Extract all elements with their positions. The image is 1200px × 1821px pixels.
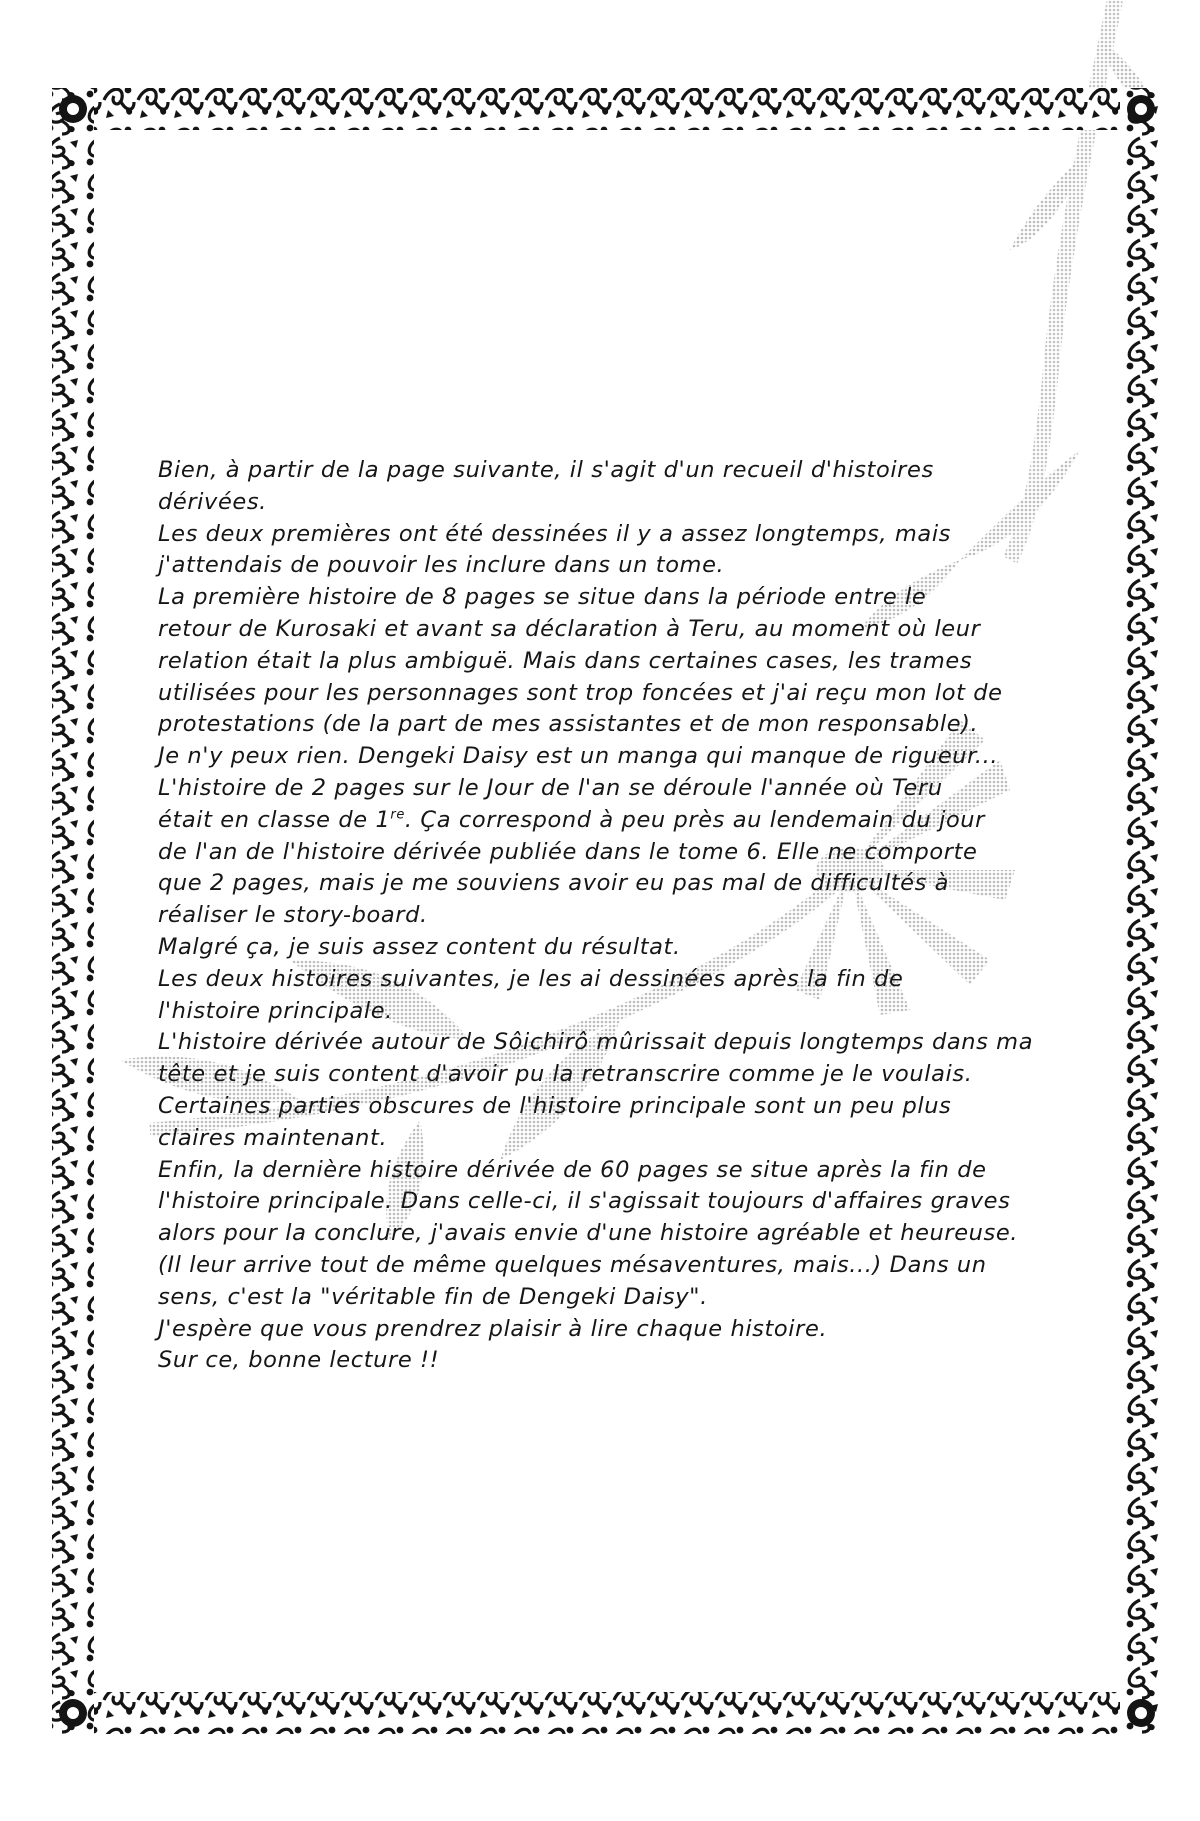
text-line: La première histoire de 8 pages se situe dans la période entre le (158, 584, 927, 611)
text-line: tête et je suis content d'avoir pu la retranscrire comme je le voulais. (158, 1061, 973, 1088)
text-line: Je n'y peux rien. Dengeki Daisy est un manga qui manque de rigueur... (158, 743, 999, 770)
text-line: Bien, à partir de la page suivante, il s'agit d'un recueil d'histoires (158, 457, 934, 483)
text-line: Enfin, la dernière histoire dérivée de 60 pages se situe après la fin de (158, 1156, 987, 1183)
text-line: sens, c'est la "véritable fin de Dengeki Daisy". (158, 1283, 708, 1310)
text-line: claires maintenant. (158, 1124, 388, 1151)
text-line: (Il leur arrive tout de même quelques mésaventures, mais...) Dans un (158, 1251, 987, 1278)
text-line: protestations (de la part de mes assistantes et de mon responsable). (158, 711, 979, 738)
text-line: j'attendais de pouvoir les inclure dans un tome. (158, 552, 725, 579)
afterword-text (158, 455, 1088, 1377)
text-line: Certaines parties obscures de l'histoire principale sont un peu plus (158, 1092, 952, 1119)
text-line: Malgré ça, je suis assez content du résultat. (158, 933, 681, 960)
text-line: J'espère que vous prendrez plaisir à lire chaque histoire. (158, 1315, 828, 1342)
text-line: dérivées. (158, 488, 267, 515)
text-line-with-superscript (158, 805, 1088, 837)
text-line-end: . Ça correspond à peu près au lendemain du jour (404, 806, 986, 833)
text-line: Les deux premières ont été dessinées il y a assez longtemps, mais (158, 520, 951, 547)
text-line: de l'an de l'histoire dérivée publiée dans le tome 6. Elle ne comporte (158, 838, 978, 865)
text-line: que 2 pages, mais je me souviens avoir eu pas mal de difficultés à (158, 870, 950, 897)
text-line: alors pour la conclure, j'avais envie d'une histoire agréable et heureuse. (158, 1220, 1019, 1247)
text-line: Les deux histoires suivantes, je les ai dessinées après la fin de (158, 965, 904, 992)
ordinal-superscript: re (390, 807, 405, 823)
text-line: L'histoire de 2 pages sur le Jour de l'an se déroule l'année où Teru (158, 774, 943, 801)
text-line: retour de Kurosaki et avant sa déclaration à Teru, au moment où leur (158, 615, 981, 642)
text-line: l'histoire principale. (158, 997, 393, 1024)
text-line-start: était en classe de 1 (158, 806, 391, 833)
text-line: l'histoire principale. Dans celle-ci, il s'agissait toujours d'affaires graves (158, 1188, 1011, 1215)
text-line: relation était la plus ambiguë. Mais dans certaines cases, les trames (158, 647, 973, 674)
text-line: L'histoire dérivée autour de Sôichirô mûrissait depuis longtemps dans ma (158, 1029, 1034, 1056)
text-line: Sur ce, bonne lecture !! (158, 1347, 440, 1374)
text-line: utilisées pour les personnages sont trop foncées et j'ai reçu mon lot de (158, 679, 1003, 706)
text-line: réaliser le story-board. (158, 902, 428, 929)
